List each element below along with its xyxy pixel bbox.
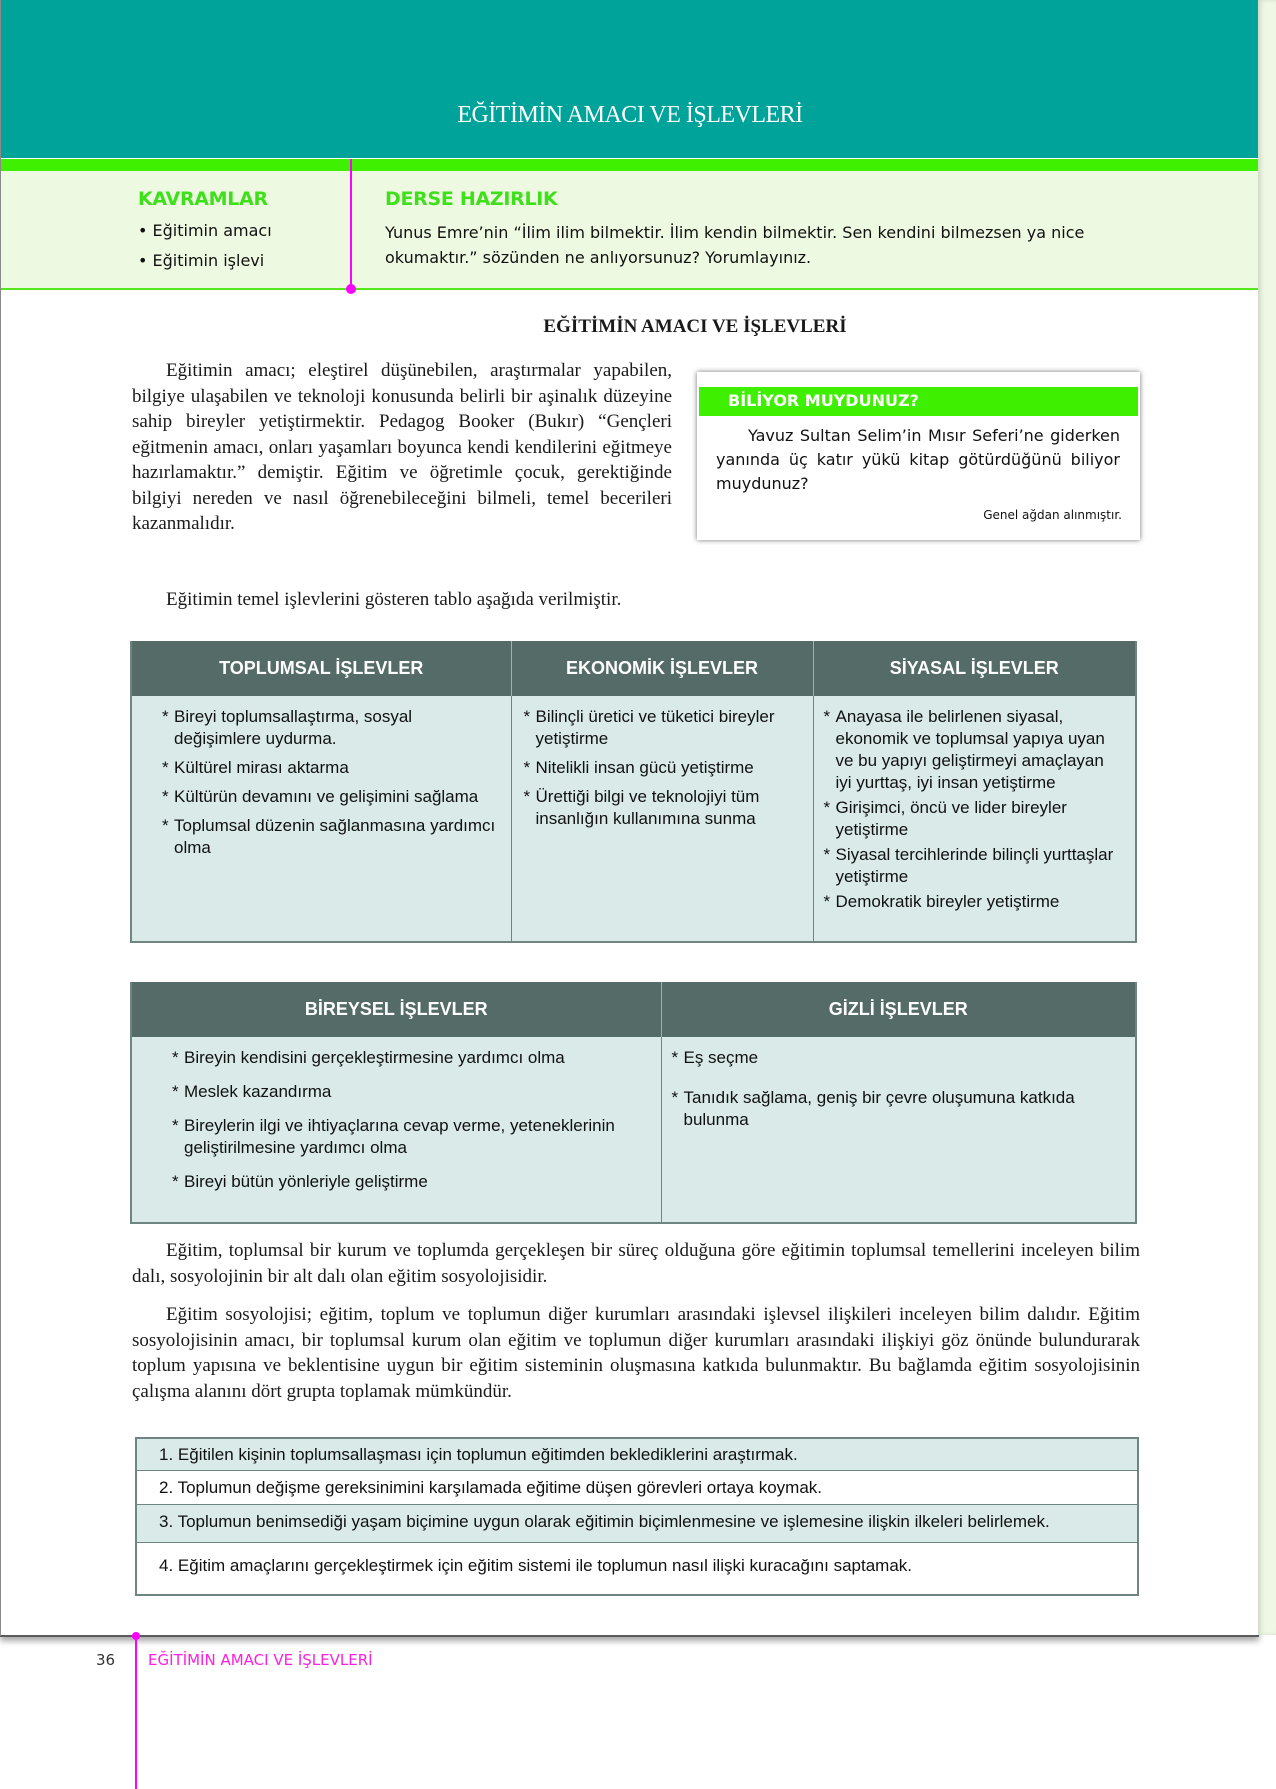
chapter-banner (1, 0, 1259, 158)
list-item: * Meslek kazandırma (172, 1081, 649, 1103)
list-item: * Siyasal tercihlerinde bilinçli yurttaşlar yetiştirme (824, 844, 1124, 888)
did-you-know-header (699, 387, 1138, 416)
footer-chapter-title: EĞİTİMİN AMACI VE İŞLEVLERİ (148, 1651, 373, 1669)
list-item: * Bireylerin ilgi ve ihtiyaçlarına cevap verme, yeteneklerinin geliştirilmesine yardımcı olma (172, 1115, 649, 1159)
list-item: * Anayasa ile belirlenen siyasal, ekonomik ve toplumsal yapıya uyan ve bu yapıyı geliştirmeyi amaçlayan iyi yurttaş, iyi insan yetiştirme (824, 706, 1124, 794)
sociology-paragraph: Eğitim, toplumsal bir kurum ve toplumda gerçekleşen bir süreç olduğuna göre eğitimin toplumsal temellerini inceleyen bilim dalı, sosyolojinin bir alt dalı olan eğitim sosyolojisidir. (132, 1240, 1140, 1287)
list-item: * Kültürel mirası aktarma (162, 757, 499, 779)
page-number: 36 (96, 1651, 116, 1669)
table-header-latent: GİZLİ İŞLEVLER (661, 982, 1136, 1037)
functions-table-2 (130, 982, 1137, 1224)
did-you-know-source: Genel ağdan alınmıştır. (983, 508, 1122, 522)
study-area-item: 2. Toplumun değişme gereksinimini karşılamada eğitime düşen görevleri ortaya koymak. (136, 1471, 1138, 1505)
list-item: * Toplumsal düzenin sağlanmasına yardımcı olma (162, 815, 499, 859)
list-item: * Demokratik bireyler yetiştirme (824, 891, 1124, 913)
did-you-know-box (697, 372, 1140, 540)
functions-table-1 (130, 641, 1137, 943)
chapter-title: EĞİTİMİN AMACI VE İŞLEVLERİ (457, 102, 803, 128)
concepts-title: KAVRAMLAR (138, 188, 268, 210)
individual-functions-cell (131, 1037, 661, 1223)
study-area-item: 4. Eğitim amaçlarını gerçekleştirmek için eğitim sistemi ile toplumun nasıl ilişki kuracağını saptamak. (136, 1543, 1138, 1596)
table-header-political: SİYASAL İŞLEVLER (813, 641, 1136, 696)
list-item: * Tanıdık sağlama, geniş bir çevre oluşumuna katkıda bulunma (672, 1087, 1124, 1131)
table-intro-paragraph: Eğitimin temel işlevlerini gösteren tablo aşağıda verilmiştir. (166, 589, 622, 610)
footer-divider (135, 1635, 137, 1789)
preparation-title: DERSE HAZIRLIK (385, 188, 558, 210)
latent-functions-cell (661, 1037, 1136, 1223)
list-item: * Nitelikli insan gücü yetiştirme (524, 757, 801, 779)
preparation-text: Yunus Emre’nin “İlim ilim bilmektir. İlim kendin bilmektir. Sen kendini bilmezsen ya nice okumaktır.” sözünden ne anlıyorsunuz? Yorumlayınız. (385, 223, 1085, 267)
panel-divider (350, 159, 352, 291)
list-item: * Bireyi toplumsallaştırma, sosyal değişimlere uydurma. (162, 706, 499, 750)
table-header-economic: EKONOMİK İŞLEVLER (511, 641, 813, 696)
study-area-item: 1. Eğitilen kişinin toplumsallaşması için toplumun eğitimden beklediklerini araştırmak. (136, 1438, 1138, 1471)
list-item: * Bilinçli üretici ve tüketici bireyler yetiştirme (524, 706, 801, 750)
list-item: * Eş seçme (672, 1047, 1124, 1069)
study-areas-table (135, 1437, 1139, 1596)
table-header-social: TOPLUMSAL İŞLEVLER (131, 641, 511, 696)
concept-item: • Eğitimin amacı (138, 221, 272, 240)
concept-item: • Eğitimin işlevi (138, 251, 265, 270)
sociology-definition-paragraph: Eğitim sosyolojisi; eğitim, toplum ve toplumun diğer kurumları arasındaki işlevsel ilişkileri inceleyen bilim dalıdır. Eğitim sosyolojisinin amacı, bir toplumsal kurum olan eğitim ve toplumun diğer kurumları arasındaki ilişkiyi göz önünde bulundurarak toplum yapısına ve beklentisine uygun bir eğitim sisteminin oluşmasına katkıda bulunmaktır. Bu bağlamda eğitim sosyolojisinin çalışma alanını dört grupta toplamak mümkündür. (132, 1304, 1140, 1402)
political-functions-cell (813, 696, 1136, 942)
list-item: * Kültürün devamını ve gelişimini sağlama (162, 786, 499, 808)
page-edge-strip (1258, 0, 1276, 1635)
table-header-individual: BİREYSEL İŞLEVLER (131, 982, 661, 1037)
economic-functions-cell (511, 696, 813, 942)
study-area-item: 3. Toplumun benimsediği yaşam biçimine uygun olarak eğitimin biçimlenmesine ve işlemesine ilişkin ilkeleri belirlemek. (136, 1505, 1138, 1543)
did-you-know-title: BİLİYOR MUYDUNUZ? (728, 391, 919, 410)
list-item: * Girişimci, öncü ve lider bireyler yetiştirme (824, 797, 1124, 841)
footer-dot-icon (132, 1632, 140, 1640)
did-you-know-text: Yavuz Sultan Selim’in Mısır Seferi’ne giderken yanında üç katır yükü kitap götürdüğünü biliyor muydunuz? (716, 426, 1120, 493)
list-item: * Ürettiği bilgi ve teknolojiyi tüm insanlığın kullanımına sunma (524, 786, 801, 830)
list-item: * Bireyin kendisini gerçekleştirmesine yardımcı olma (172, 1047, 649, 1069)
intro-paragraph: Eğitimin amacı; eleştirel düşünebilen, araştırmalar yapabilen, bilgiye ulaşabilen ve teknoloji konusunda belirli bir aşinalık düzeyine sahip bireyler yetiştirmektir. Pedagog Booker (Bukır) “Gençleri eğitmenin amacı, onları yaşamları boyunca kendi kendilerini eğitmeye hazırlamaktır.” demiştir. Eğitim ve öğretimle çocuk, gerektiğinde bilgiyi nereden ve nasıl öğrenebileceğini bilmeli, temel becerileri kazanmalıdır. (132, 360, 672, 534)
divider-dot-icon (346, 284, 356, 294)
section-heading: EĞİTİMİN AMACI VE İŞLEVLERİ (543, 316, 847, 337)
social-functions-cell (131, 696, 511, 942)
accent-bar (1, 159, 1259, 171)
list-item: * Bireyi bütün yönleriyle geliştirme (172, 1171, 649, 1193)
